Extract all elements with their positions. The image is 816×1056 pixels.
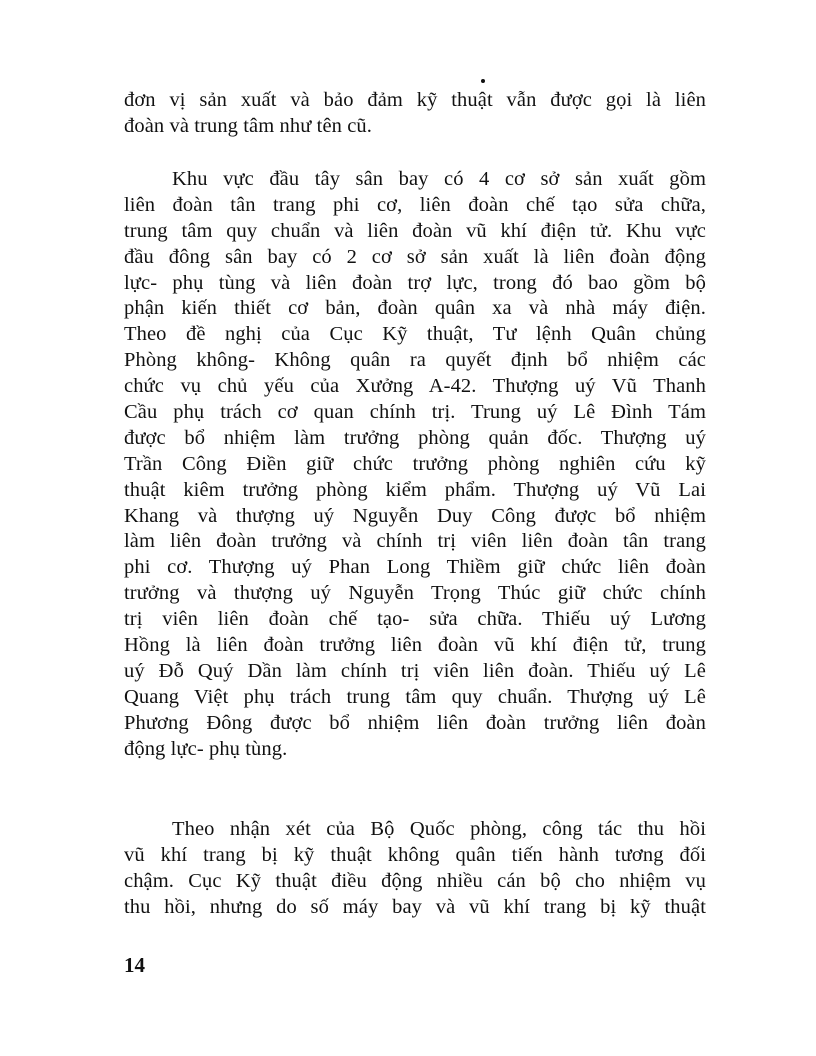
text-line: phận kiến thiết cơ bản, đoàn quân xa và nhà máy điện. <box>124 297 706 320</box>
paragraph-east-west-units <box>124 167 706 762</box>
text-line: Quang Việt phụ trách trung tâm quy chuẩn. Thượng uý Lê <box>124 685 706 708</box>
paragraph-continued <box>124 88 706 140</box>
text-line: trị viên liên đoàn chế tạo- sửa chữa. Thiếu uý Lương <box>124 608 706 631</box>
text-line: được bổ nhiệm làm trưởng phòng quản đốc. Thượng uý <box>124 426 706 449</box>
text-line: thuật kiêm trưởng phòng kiểm phẩm. Thượng uý Vũ Lai <box>124 478 706 501</box>
text-line: Theo nhận xét của Bộ Quốc phòng, công tác thu hồi <box>172 818 706 840</box>
text-line: Phương Đông được bổ nhiệm liên đoàn trưởng liên đoàn <box>124 711 706 734</box>
text-line: lực- phụ tùng và liên đoàn trợ lực, trong đó bao gồm bộ <box>124 271 706 294</box>
text-line: Phòng không- Không quân ra quyết định bổ nhiệm các <box>124 349 706 372</box>
text-line: vũ khí trang bị kỹ thuật không quân tiến hành tương đối <box>124 843 706 866</box>
text-line: trưởng và thượng uý Nguyễn Trọng Thúc giữ chức chính <box>124 582 706 605</box>
text-line: chậm. Cục Kỹ thuật điều động nhiều cán bộ cho nhiệm vụ <box>124 869 706 892</box>
text-line: Cầu phụ trách cơ quan chính trị. Trung uý Lê Đình Tám <box>124 401 706 424</box>
text-line: Theo đề nghị của Cục Kỹ thuật, Tư lệnh Quân chủng <box>124 323 706 346</box>
text-line: phi cơ. Thượng uý Phan Long Thiềm giữ chức liên đoàn <box>124 556 706 579</box>
text-line: Khang và thượng uý Nguyễn Duy Công được bổ nhiệm <box>124 504 706 527</box>
text-line: uý Đỗ Quý Dần làm chính trị viên liên đoàn. Thiếu uý Lê <box>124 659 706 682</box>
paragraph-ministry-assessment <box>124 817 706 921</box>
text-line: đầu đông sân bay có 2 cơ sở sản xuất là liên đoàn động <box>124 245 706 268</box>
text-line: làm liên đoàn trưởng và chính trị viên liên đoàn tân trang <box>124 530 706 553</box>
text-line: liên đoàn tân trang phi cơ, liên đoàn chế tạo sửa chữa, <box>124 193 706 216</box>
text-line: thu hồi, nhưng do số máy bay và vũ khí trang bị kỹ thuật <box>124 895 706 918</box>
text-line: đơn vị sản xuất và bảo đảm kỹ thuật vẫn được gọi là liên <box>124 89 706 111</box>
text-line: Khu vực đầu tây sân bay có 4 cơ sở sản xuất gồm <box>172 168 706 190</box>
ink-speck <box>481 79 485 83</box>
text-line: trung tâm quy chuẩn và liên đoàn vũ khí điện tử. Khu vực <box>124 219 706 242</box>
text-line: Trần Công Điền giữ chức trưởng phòng nghiên cứu kỹ <box>124 452 706 475</box>
text-line: Hồng là liên đoàn trưởng liên đoàn vũ khí điện tử, trung <box>124 634 706 657</box>
page-number: 14 <box>124 953 145 977</box>
book-page <box>124 0 706 1056</box>
text-line: động lực- phụ tùng. <box>124 737 288 760</box>
text-line: chức vụ chủ yếu của Xưởng A-42. Thượng uý Vũ Thanh <box>124 375 706 398</box>
text-line: đoàn và trung tâm như tên cũ. <box>124 114 372 137</box>
